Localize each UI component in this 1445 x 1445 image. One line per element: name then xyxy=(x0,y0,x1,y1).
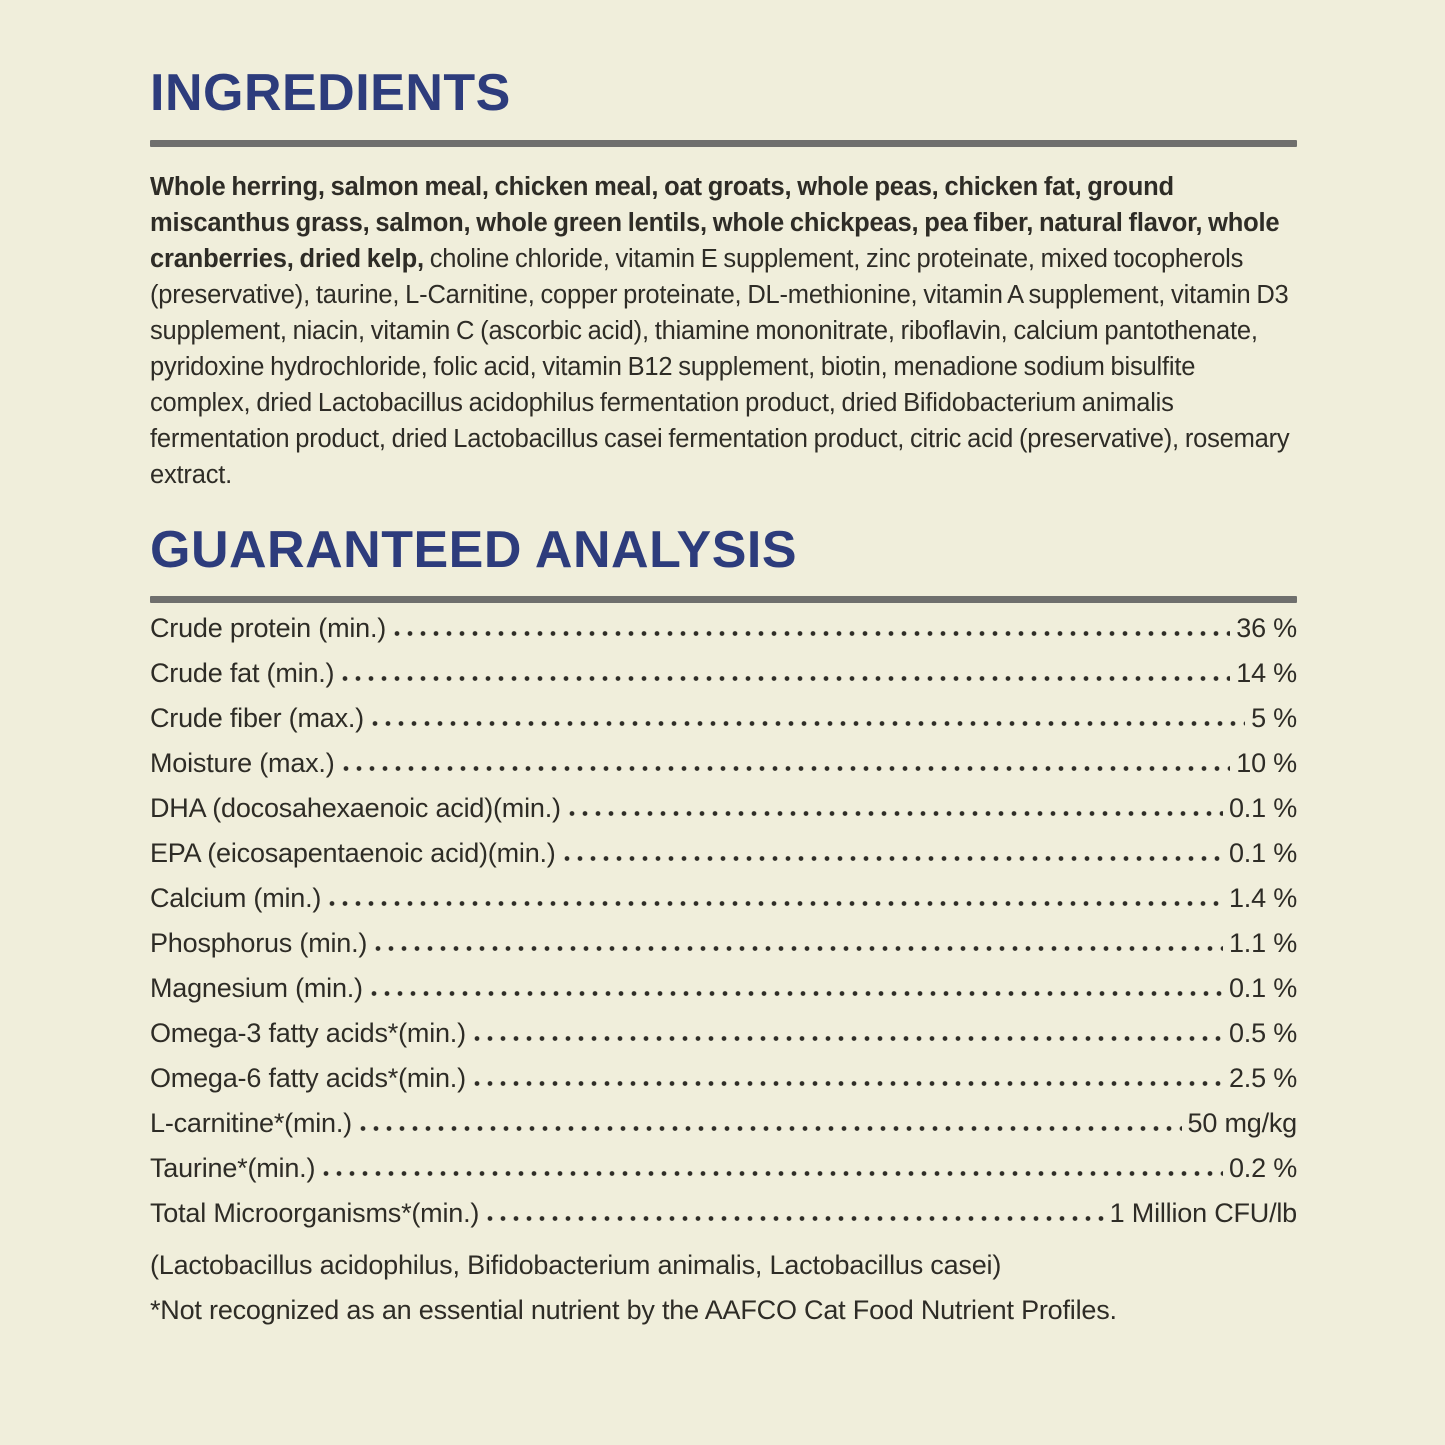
row-label: Calcium (min.) xyxy=(150,883,322,914)
analysis-row-crude-fat xyxy=(150,658,1297,703)
row-value: 1.1 % xyxy=(1228,928,1297,959)
row-label: Moisture (max.) xyxy=(150,748,335,779)
dot-leader xyxy=(474,1080,1223,1087)
dot-leader xyxy=(329,900,1223,907)
row-value: 0.5 % xyxy=(1228,1018,1297,1049)
analysis-table xyxy=(150,613,1297,1243)
row-value: 1.4 % xyxy=(1228,883,1297,914)
row-value: 2.5 % xyxy=(1228,1063,1297,1094)
microorganisms-detail-note: (Lactobacillus acidophilus, Bifidobacterium animalis, Lactobacillus casei) xyxy=(150,1250,1002,1281)
row-label: Taurine*(min.) xyxy=(150,1153,316,1184)
dot-leader xyxy=(371,990,1223,997)
row-value: 1 Million CFU/lb xyxy=(1109,1198,1297,1229)
row-label: DHA (docosahexaenoic acid)(min.) xyxy=(150,793,561,824)
row-value: 0.1 % xyxy=(1228,973,1297,1004)
dot-leader xyxy=(394,630,1230,637)
row-label: Omega-3 fatty acids*(min.) xyxy=(150,1018,466,1049)
analysis-row-crude-fiber xyxy=(150,703,1297,748)
analysis-row-lcarnitine xyxy=(150,1108,1297,1153)
row-value: 14 % xyxy=(1236,658,1297,689)
row-value: 0.1 % xyxy=(1228,838,1297,869)
dot-leader xyxy=(323,1170,1223,1177)
analysis-row-magnesium xyxy=(150,973,1297,1018)
dot-leader xyxy=(342,675,1230,682)
row-value: 0.1 % xyxy=(1228,793,1297,824)
analysis-row-crude-protein xyxy=(150,613,1297,658)
analysis-row-taurine xyxy=(150,1153,1297,1198)
row-label: EPA (eicosapentaenoic acid)(min.) xyxy=(150,838,556,869)
analysis-row-phosphorus xyxy=(150,928,1297,973)
analysis-row-calcium xyxy=(150,883,1297,928)
dot-leader xyxy=(569,810,1223,817)
ingredients-divider xyxy=(150,140,1297,147)
ingredients-secondary-list: choline chloride, vitamin E supplement, zinc proteinate, mixed tocopherols (preservative), taurine, L-Carnitine, copper proteinate, DL-methionine, vitamin A supplement, vitamin D3 supplement, niacin, vitamin C (ascorbic acid), thiamine mononitrate, riboflavin, calcium pantothenate, pyridoxine hydrochloride, folic acid, vitamin B12 supplement, biotin, menadione sodium bisulfite complex, dried Lactobacillus acidophilus fermentation product, dried Bifidobacterium animalis fermentation product, dried Lactobacillus casei fermentation product, citric acid (preservative), rosemary extract. xyxy=(150,244,1290,489)
dot-leader xyxy=(372,720,1245,727)
dot-leader xyxy=(375,945,1223,952)
row-label: Crude fat (min.) xyxy=(150,658,335,689)
ingredients-title: INGREDIENTS xyxy=(150,64,511,122)
analysis-row-omega3 xyxy=(150,1018,1297,1063)
ingredients-primary-list: Whole herring, salmon meal, chicken meal, oat groats, whole peas, chicken fat, ground miscanthus grass, salmon, whole green lentils, whole chickpeas, pea fiber, natural flavor, whole cranberries, dried kelp, xyxy=(150,172,1280,273)
row-value: 36 % xyxy=(1236,613,1297,644)
analysis-row-omega6 xyxy=(150,1063,1297,1108)
row-label: Omega-6 fatty acids*(min.) xyxy=(150,1063,466,1094)
row-label: Crude fiber (max.) xyxy=(150,703,364,734)
analysis-row-moisture xyxy=(150,748,1297,793)
aafco-footnote: *Not recognized as an essential nutrient by the AAFCO Cat Food Nutrient Profiles. xyxy=(150,1295,1117,1326)
row-value: 5 % xyxy=(1251,703,1297,734)
row-value: 10 % xyxy=(1236,748,1297,779)
ingredients-section xyxy=(150,66,1297,493)
analysis-row-total-microorganisms xyxy=(150,1198,1297,1243)
row-label: Phosphorus (min.) xyxy=(150,928,368,959)
row-label: L-carnitine*(min.) xyxy=(150,1108,352,1139)
analysis-divider xyxy=(150,596,1297,603)
dot-leader xyxy=(474,1035,1223,1042)
row-value: 0.2 % xyxy=(1228,1153,1297,1184)
dot-leader xyxy=(343,765,1231,772)
row-label: Total Microorganisms*(min.) xyxy=(150,1198,480,1229)
row-label: Magnesium (min.) xyxy=(150,973,363,1004)
dot-leader xyxy=(564,855,1223,862)
analysis-row-epa xyxy=(150,838,1297,883)
dot-leader xyxy=(487,1215,1103,1222)
guaranteed-analysis-title: GUARANTEED ANALYSIS xyxy=(150,520,798,579)
guaranteed-analysis-section xyxy=(150,520,1297,1334)
analysis-row-dha xyxy=(150,793,1297,838)
ingredients-text xyxy=(150,169,1297,493)
dot-leader xyxy=(360,1125,1182,1132)
row-label: Crude protein (min.) xyxy=(150,613,387,644)
row-value: 50 mg/kg xyxy=(1187,1108,1297,1139)
